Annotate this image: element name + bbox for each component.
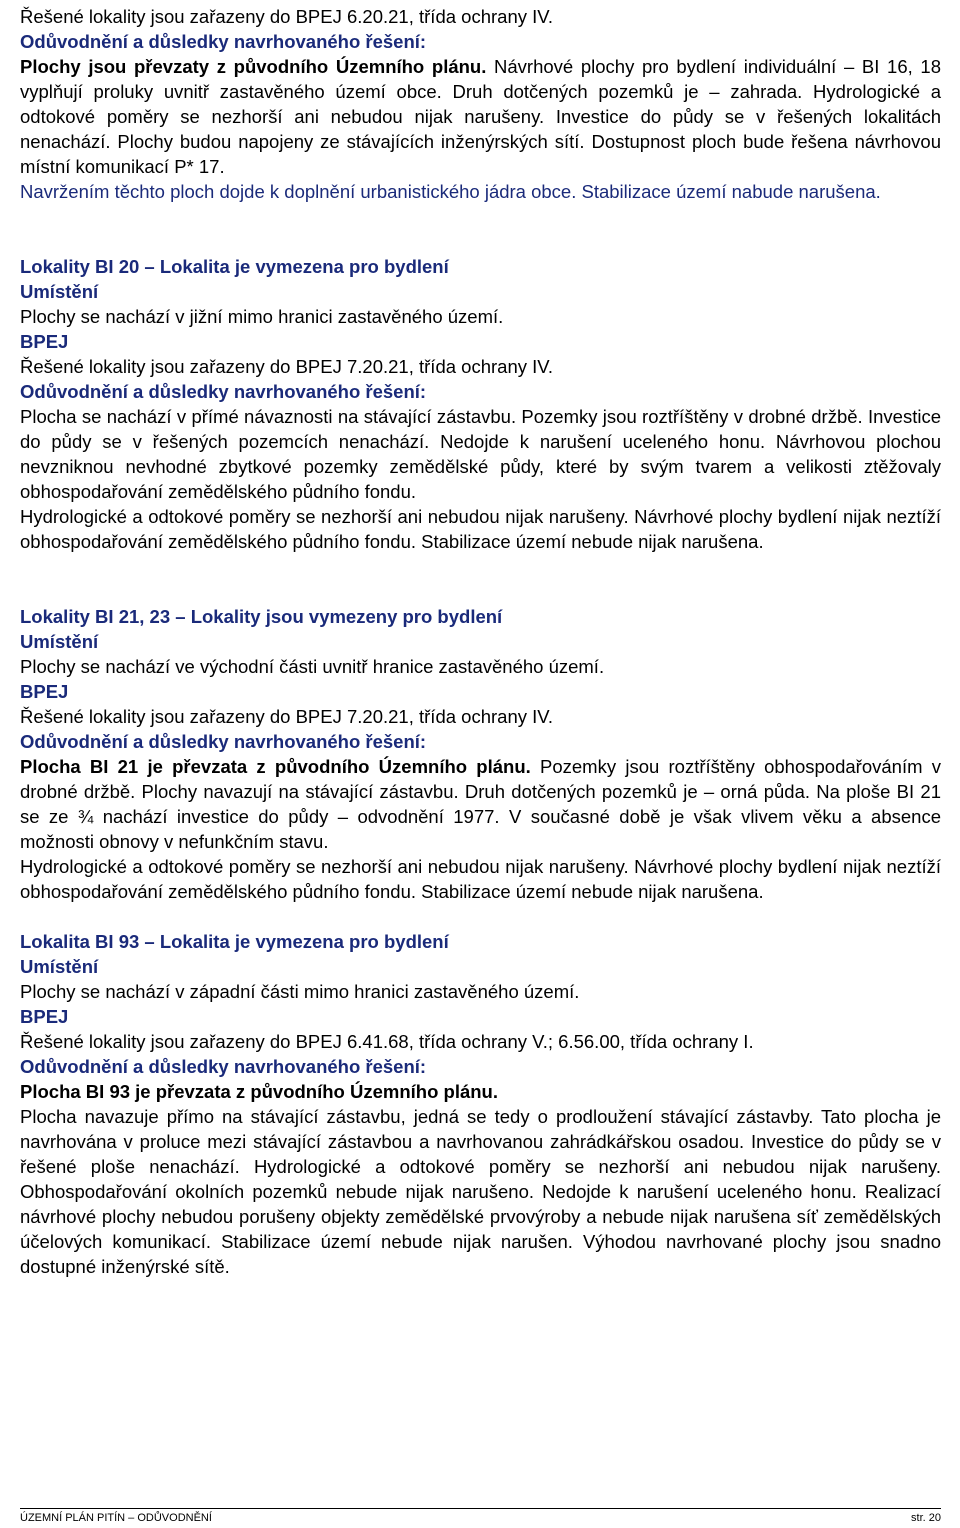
paragraph: Hydrologické a odtokové poměry se nezhorší ani nebudou nijak narušeny. Návrhové plochy bydlení nijak neztíží obhospodařování zemědělského půdního fondu. Stabilizace území nebude nijak narušena.: [20, 856, 941, 902]
document-page: [20, 4, 941, 1279]
page-number: str. 20: [911, 1512, 941, 1524]
section-heading: Lokalita BI 93 – Lokalita je vymezena pro bydlení: [20, 931, 449, 952]
location-label: Umístění: [20, 956, 99, 977]
paragraph: Plocha se nachází v přímé návaznosti na stávající zástavbu. Pozemky jsou roztříštěny v drobné držbě. Investice do půdy se v řešených pozemcích nenachází. Nedojde k narušení uceleného honu. Návrhovou plochou nevzniknou nevhodné zbytkové pozemky zemědělské půdy, které by svým tvarem a velikosti ztěžovaly obhospodařování zemědělského půdního fondu.: [20, 406, 941, 502]
bpej-label: BPEJ: [20, 1006, 69, 1027]
paragraph: [20, 754, 941, 854]
bold-lead: Plochy jsou převzaty z původního Územního plánu.: [20, 56, 487, 77]
footer-title: ÚZEMNÍ PLÁN PITÍN – ODŮVODNĚNÍ: [20, 1512, 212, 1524]
location-label: Umístění: [20, 281, 99, 302]
paragraph: Plocha navazuje přímo na stávající zástavbu, jedná se tedy o prodloužení stávající zástavby. Tato plocha je navrhována v proluce mezi stávající zástavbou a navrhovanou zahrádkářskou osadou. Investice do půdy se v řešené ploše nenachází. Hydrologické a odtokové poměry se nezhorší ani nebudou nijak narušeny. Obhospodařování okolních pozemků nebude nijak narušeno. Nedojde k narušení uceleného honu. Realizací návrhové plochy nebudou porušeny objekty zemědělské prvovýroby a nebude nijak narušena síť zemědělských účelových komunikací. Stabilizace území nebude nijak narušen. Výhodou navrhované plochy jsou snadno dostupné inženýrské sítě.: [20, 1106, 941, 1277]
section-heading: Lokality BI 20 – Lokalita je vymezena pro bydlení: [20, 256, 449, 277]
bpej-label: BPEJ: [20, 681, 69, 702]
justification-label: Odůvodnění a důsledky navrhovaného řešení:: [20, 1056, 427, 1077]
bpej-text: Řešené lokality jsou zařazeny do BPEJ 6.20.21, třída ochrany IV.: [20, 6, 554, 27]
paragraph-text: Návrhové plochy pro bydlení individuální – BI 16, 18 vyplňují proluky uvnitř zastavěného území obce. Druh dotčených pozemků je – zahrada. Hydrologické a odtokové poměry se nezhorší ani nebudou nijak narušeny. Investice do půdy se v řešených lokalitách nenachází. Plochy budou napojeny ze stávajících inženýrských sítí. Dostupnost ploch bude řešena návrhovou místní komunikací P* 17.: [20, 56, 941, 177]
justification-label: Odůvodnění a důsledky navrhovaného řešení:: [20, 731, 427, 752]
justification-label: Odůvodnění a důsledky navrhovaného řešení:: [20, 381, 427, 402]
paragraph: Navržením těchto ploch dojde k doplnění urbanistického jádra obce. Stabilizace území nabude narušena.: [20, 181, 881, 202]
section-heading: Lokality BI 21, 23 – Lokality jsou vymezeny pro bydlení: [20, 606, 503, 627]
bpej-text: Řešené lokality jsou zařazeny do BPEJ 7.20.21, třída ochrany IV.: [20, 356, 554, 377]
bpej-text: Řešené lokality jsou zařazeny do BPEJ 7.20.21, třída ochrany IV.: [20, 706, 554, 727]
paragraph: [20, 54, 941, 179]
location-text: Plochy se nachází v západní části mimo hranici zastavěného území.: [20, 981, 580, 1002]
page-footer: [20, 1508, 941, 1525]
location-text: Plochy se nachází ve východní části uvnitř hranice zastavěného území.: [20, 656, 605, 677]
paragraph: Hydrologické a odtokové poměry se nezhorší ani nebudou nijak narušeny. Návrhové plochy bydlení nijak neztíží obhospodařování zemědělského půdního fondu. Stabilizace území nebude nijak narušena.: [20, 506, 941, 552]
paragraph-text: Pozemky jsou roztříštěny obhospodařováním v drobné držbě. Plochy navazují na stávající zástavbu. Druh dotčených pozemků je – orná půda. Na ploše BI 21 se ze ¾ nachází investice do půdy – odvodnění 1977. V současné době je však vlivem věku a absence možnosti obnovy v nefunkčním stavu.: [20, 756, 941, 852]
location-text: Plochy se nachází v jižní mimo hranici zastavěného území.: [20, 306, 504, 327]
bpej-text: Řešené lokality jsou zařazeny do BPEJ 6.41.68, třída ochrany V.; 6.56.00, třída ochrany I.: [20, 1031, 754, 1052]
bold-lead: Plocha BI 93 je převzata z původního Územního plánu.: [20, 1081, 498, 1102]
bpej-label: BPEJ: [20, 331, 69, 352]
location-label: Umístění: [20, 631, 99, 652]
bold-lead: Plocha BI 21 je převzata z původního Územního plánu.: [20, 756, 531, 777]
justification-label: Odůvodnění a důsledky navrhovaného řešení:: [20, 31, 427, 52]
